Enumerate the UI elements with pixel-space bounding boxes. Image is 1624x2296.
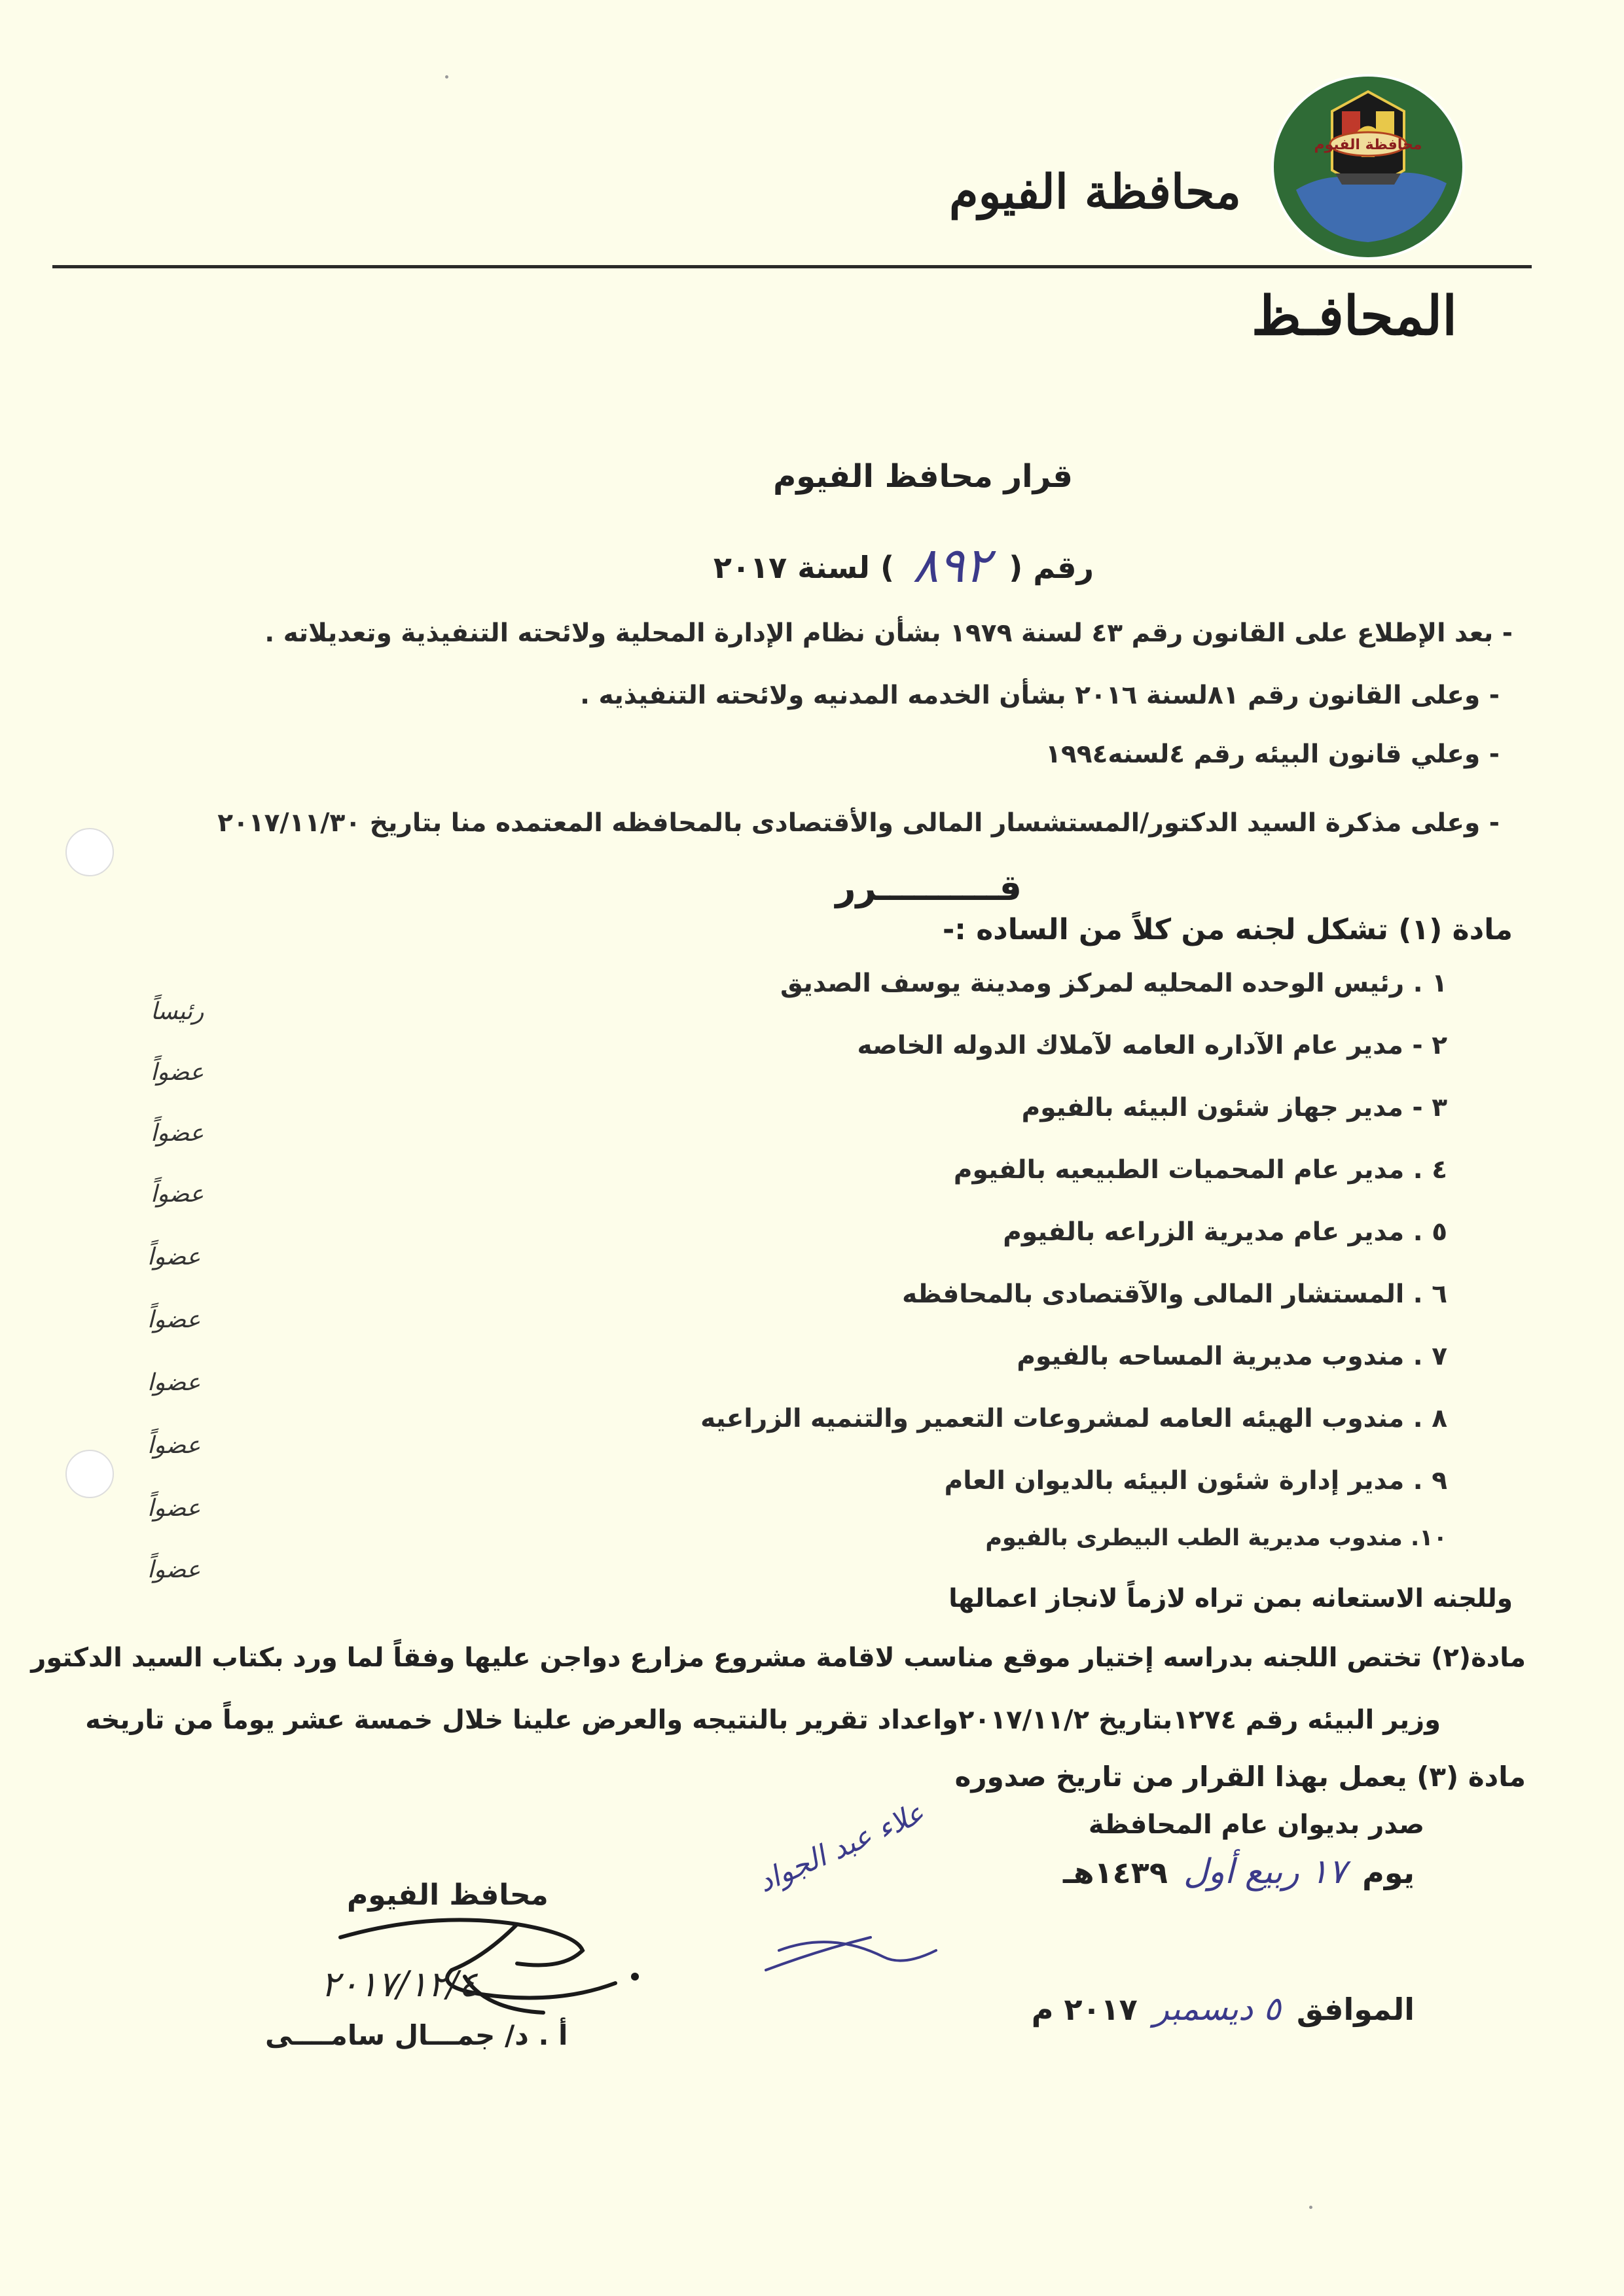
member-role: عضواً bbox=[147, 1556, 201, 1583]
scan-speck bbox=[445, 75, 448, 79]
article-3-text: مادة (٣) يعمل بهذا القرار من تاريخ صدوره bbox=[954, 1761, 1526, 1793]
committee-member: ١٠. مندوب مديرية الطب البيطرى بالفيوم bbox=[985, 1525, 1447, 1551]
gregorian-date-prefix: الموافق bbox=[1296, 1992, 1415, 2027]
member-role: عضواً bbox=[147, 1432, 201, 1459]
decided-heading: قــــــــــرر bbox=[835, 867, 1022, 908]
member-role: عضواً bbox=[151, 1120, 204, 1147]
committee-member: ٢ - مدير عام الآداره العامه لآملاك الدوله الخاصه bbox=[857, 1031, 1447, 1060]
handwritten-initials: علاء عبد الجواد bbox=[753, 1796, 929, 1899]
gregorian-date-handwritten: ٥ ديسمبر bbox=[1153, 1990, 1281, 2028]
gregorian-year: ٢٠١٧ م bbox=[1031, 1992, 1138, 2027]
header-divider bbox=[52, 265, 1532, 268]
governorate-emblem-logo bbox=[1270, 72, 1466, 262]
hijri-date-prefix: يوم bbox=[1362, 1855, 1415, 1890]
signature-handwritten-date: ٢٠١٧/١٢/٤ bbox=[321, 1964, 478, 2005]
member-role: عضواً bbox=[147, 1495, 201, 1522]
committee-member: ٤ . مدير عام المحميات الطبيعيه بالفيوم bbox=[953, 1155, 1447, 1185]
office-title: المحافـظ bbox=[1251, 285, 1457, 348]
decree-number-line bbox=[713, 533, 1094, 594]
member-role: عضواً bbox=[147, 1244, 201, 1270]
emblem-text: محافظة الفيوم bbox=[1314, 137, 1422, 153]
decree-title: قرار محافظ الفيوم bbox=[773, 458, 1073, 495]
hijri-date bbox=[1063, 1852, 1415, 1892]
committee-member: ١ . رئيس الوحده المحليه لمركز ومدينة يوسف الصديق bbox=[780, 969, 1447, 998]
article-1-heading: مادة (١) تشكل لجنه من كلاً من الساده :- bbox=[943, 913, 1513, 946]
committee-member: ٧ . مندوب مديرية المساحه بالفيوم bbox=[1017, 1342, 1447, 1371]
committee-member: ٦ . المستشار المالى والآقتصادى بالمحافظه bbox=[902, 1280, 1447, 1309]
decree-year: ) لسنة ٢٠١٧ bbox=[713, 550, 894, 585]
member-role: عضواً bbox=[151, 1181, 204, 1208]
governorate-name: محافظة الفيوم bbox=[949, 164, 1241, 219]
committee-member: ٥ . مدير عام مديرية الزراعه بالفيوم bbox=[1003, 1217, 1447, 1247]
recital: - وعلي قانون البيئه رقم ٤لسنه١٩٩٤ bbox=[1045, 740, 1500, 769]
issued-at: صدر بديوان عام المحافظة bbox=[1088, 1810, 1424, 1840]
article-2-text: مادة(٢) تختص اللجنه بدراسه إختيار موقع مناسب لاقامة مشروع مزارع دواجن عليها وفقاً لما ورد بكتاب السيد الدكتور bbox=[31, 1643, 1526, 1673]
hijri-year: ١٤٣٩هـ bbox=[1062, 1855, 1168, 1890]
hijri-date-handwritten: ١٧ ربيع أول bbox=[1183, 1852, 1347, 1892]
member-role: رئيساً bbox=[151, 998, 204, 1025]
committee-member: ٩ . مدير إدارة شئون البيئه بالديوان العام bbox=[944, 1466, 1447, 1496]
gregorian-date bbox=[1032, 1990, 1415, 2028]
committee-assistance-note: وللجنه الاستعانه بمن تراه لازماً لانجاز اعمالها bbox=[948, 1584, 1513, 1613]
recital: - بعد الإطلاع على القانون رقم ٤٣ لسنة ١٩٧٩ بشأن نظام الإدارة المحلية ولائحته التنفيذية وتعديلاته . bbox=[264, 619, 1513, 648]
signatory-title: محافظ الفيوم bbox=[347, 1878, 549, 1912]
recital: - وعلى مذكرة السيد الدكتور/المستشسار المالى والأقتصادى بالمحافظه المعتمده منا بتاريخ ٢٠١٧/١١/٣٠ bbox=[217, 808, 1500, 838]
scan-speck bbox=[1309, 2206, 1312, 2209]
signatory-name: أ . د/ جمـــال سامــــى bbox=[265, 2019, 568, 2051]
member-role: عضواً bbox=[151, 1059, 204, 1086]
member-role: عضواً bbox=[147, 1306, 201, 1333]
recital: - وعلى القانون رقم ٨١لسنة ٢٠١٦ بشأن الخدمه المدنيه ولائحته التنفيذيه . bbox=[580, 681, 1500, 710]
committee-member: ٣ - مدير جهاز شئون البيئه بالفيوم bbox=[1021, 1093, 1447, 1122]
member-role: عضوا bbox=[147, 1369, 201, 1396]
committee-member: ٨ . مندوب الهيئه العامه لمشروعات التعمير والتنميه الزراعيه bbox=[700, 1404, 1447, 1433]
punch-hole bbox=[65, 828, 114, 876]
decree-number-handwritten: ٨٩٢ bbox=[912, 537, 991, 594]
punch-hole bbox=[65, 1450, 114, 1498]
article-2-text-continued: وزير البيئه رقم ١٢٧٤بتاريخ ٢٠١٧/١١/٢واعداد تقرير بالنتيجه والعرض علينا خلال خمسة عشر يوماً من تاريخه bbox=[85, 1705, 1441, 1735]
decree-number-prefix: رقم ( bbox=[1009, 550, 1094, 585]
